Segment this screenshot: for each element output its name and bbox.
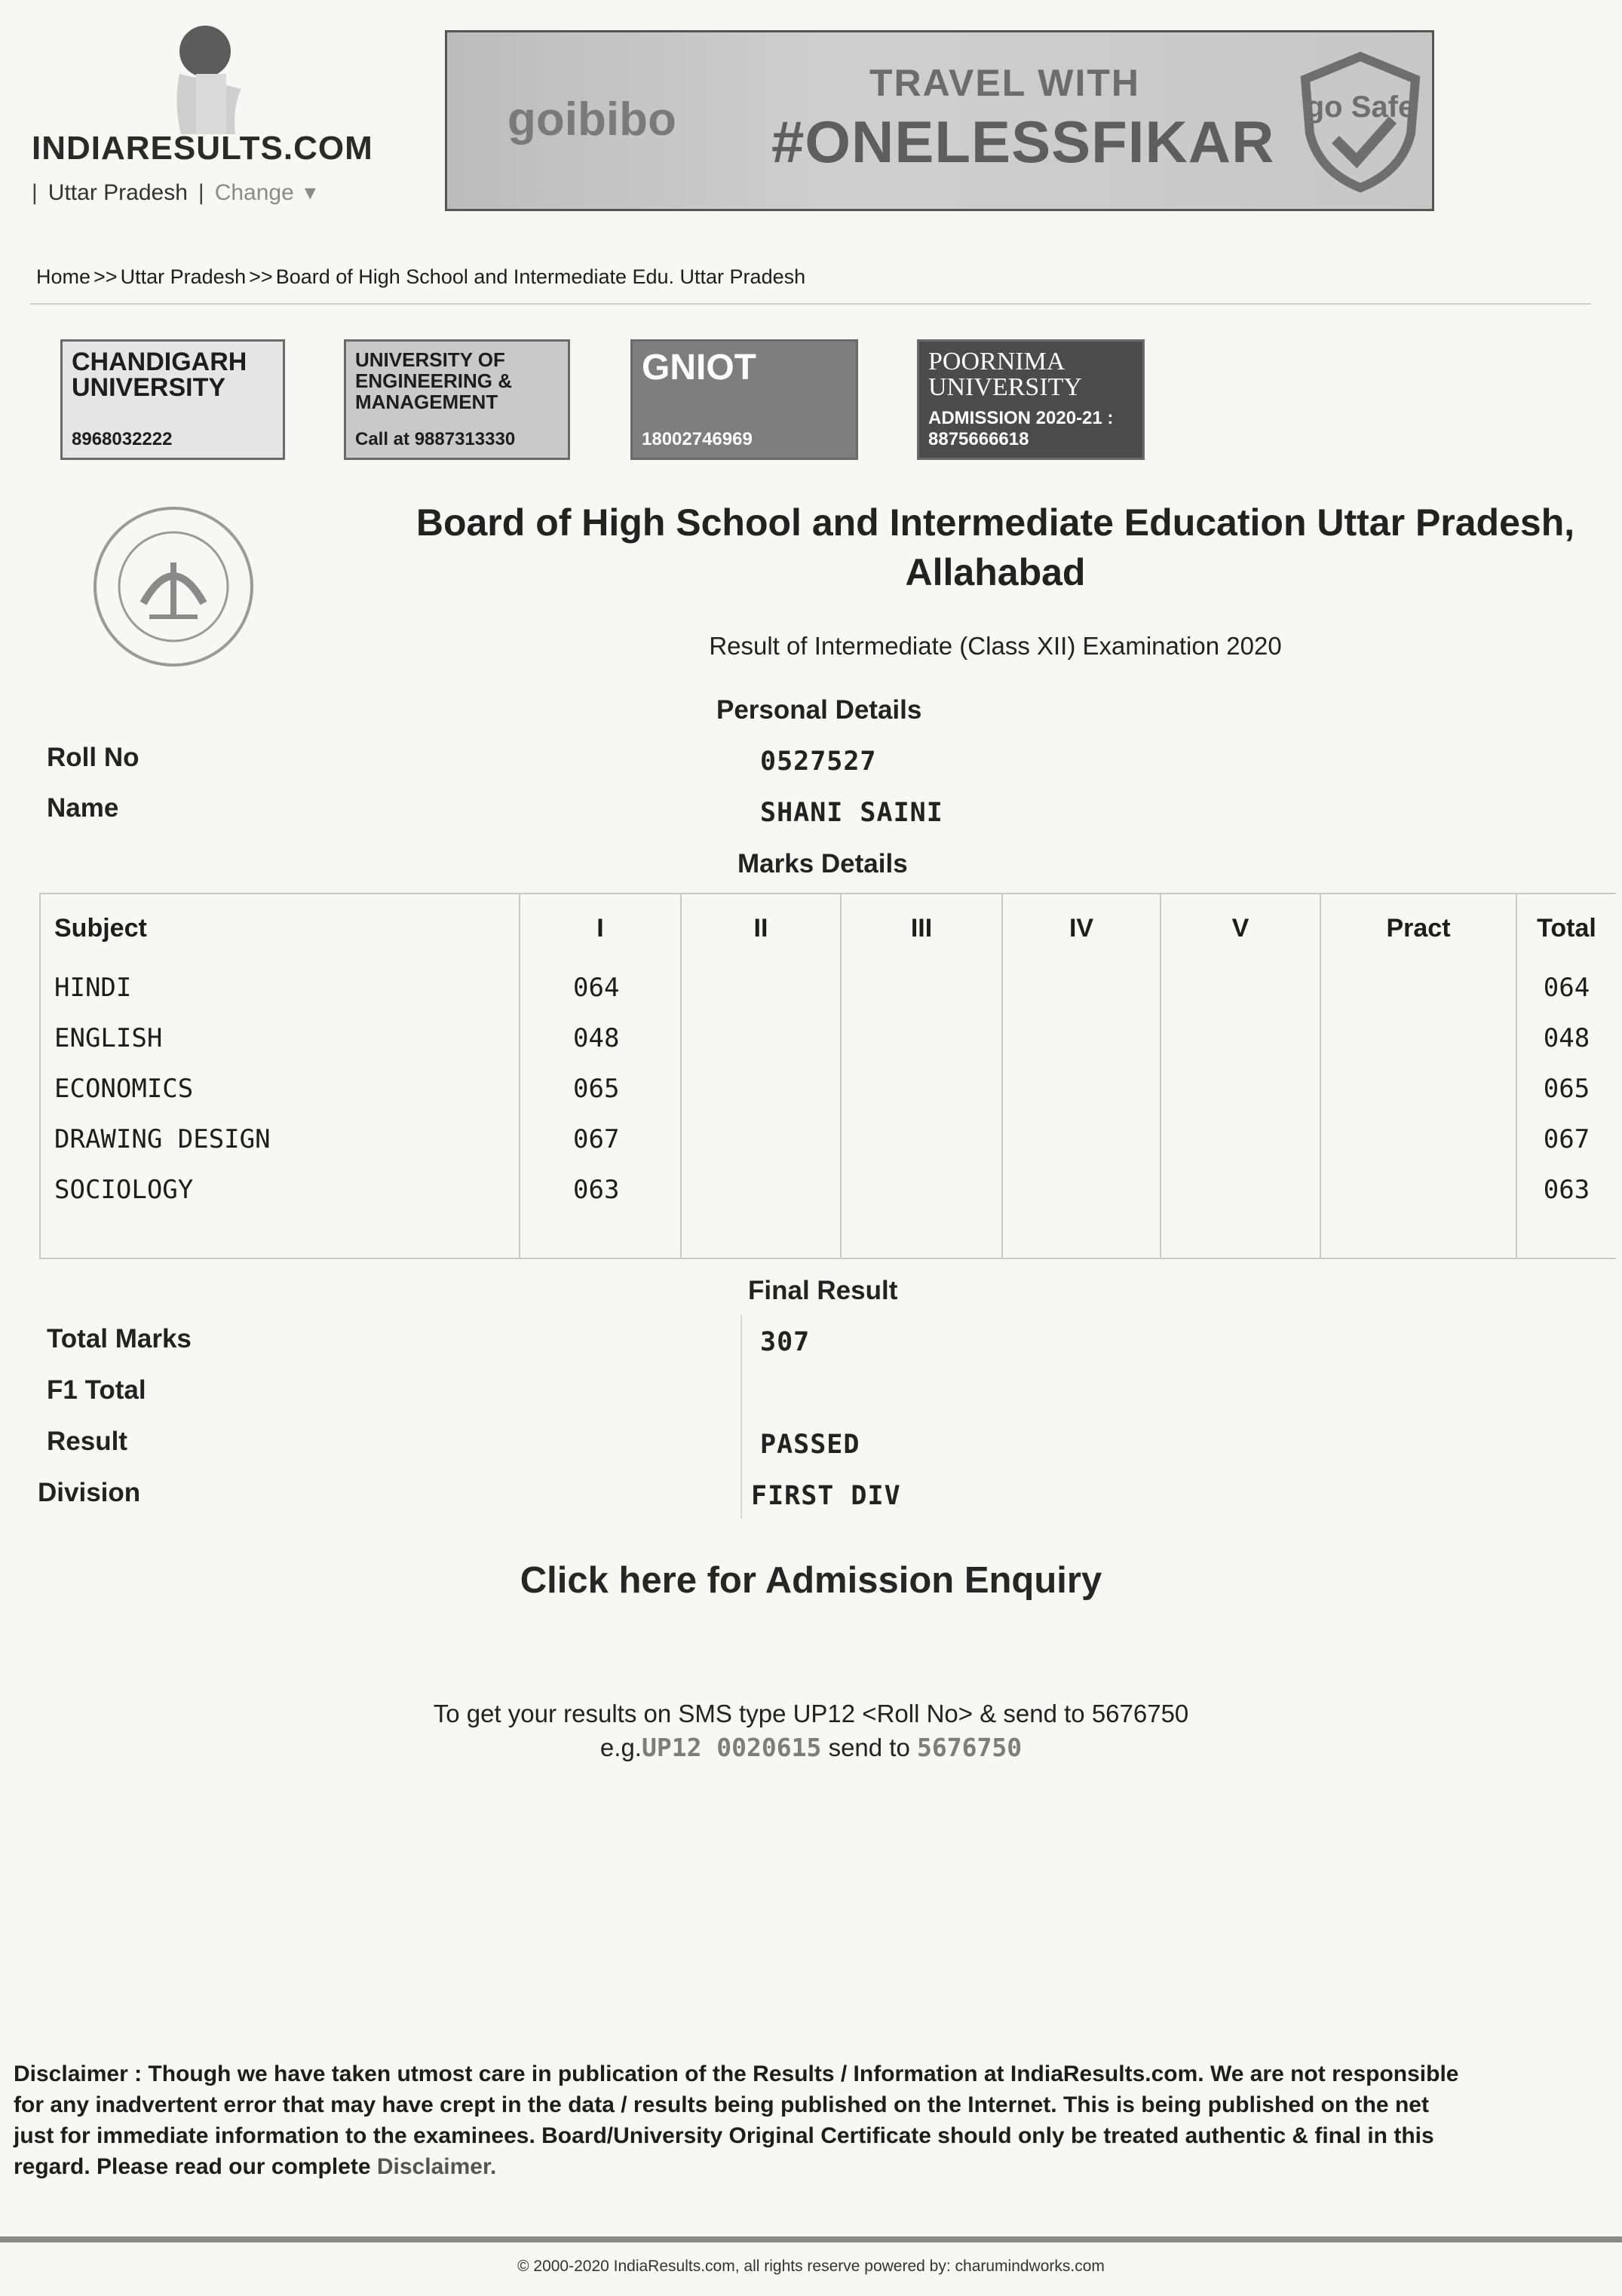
pract-cell — [1320, 1063, 1516, 1114]
subject-cell: HINDI — [40, 962, 520, 1013]
column-header-v: V — [1161, 894, 1320, 962]
mark-iii-cell — [841, 962, 1002, 1013]
mark-iv-cell — [1002, 1063, 1161, 1114]
column-header-pract: Pract — [1320, 894, 1516, 962]
mark-i-cell: 064 — [520, 962, 681, 1013]
name-value: SHANI SAINI — [760, 798, 943, 828]
table-row — [40, 1114, 1616, 1164]
breadcrumb — [36, 265, 805, 289]
total-cell: 063 — [1543, 1174, 1590, 1205]
admission-enquiry-link[interactable]: Click here for Admission Enquiry — [520, 1560, 1102, 1601]
total-cell: 065 — [1543, 1073, 1590, 1104]
disclaimer-text — [14, 2058, 1469, 2182]
mark-v-cell — [1161, 962, 1320, 1013]
mark-v-cell — [1161, 1164, 1320, 1215]
division-label: Division — [38, 1478, 141, 1507]
sponsor-name: CHANDIGARH UNIVERSITY — [72, 348, 247, 402]
sponsor-name: GNIOT — [642, 348, 756, 388]
mark-ii-cell — [681, 1063, 841, 1114]
sponsor-phone: Call at 9887313330 — [355, 429, 516, 449]
breadcrumb-home[interactable]: Home — [36, 265, 91, 288]
ad-banner[interactable] — [445, 30, 1434, 211]
caret-down-icon[interactable]: ▾ — [304, 180, 316, 205]
divider — [30, 303, 1591, 305]
mark-i-cell: 048 — [520, 1013, 681, 1063]
up-board-emblem-icon — [90, 504, 256, 670]
mark-iii-cell — [841, 1063, 1002, 1114]
column-header-iii: III — [841, 894, 1002, 962]
mark-ii-cell — [681, 962, 841, 1013]
board-title-line-2: Allahabad — [905, 551, 1086, 593]
sponsor-phone: ADMISSION 2020-21 : 8875666618 — [928, 408, 1114, 449]
ad-headline: TRAVEL WITH — [869, 62, 1141, 104]
column-header-ii: II — [681, 894, 841, 962]
breadcrumb-separator: >> — [249, 265, 273, 288]
table-row — [40, 1013, 1616, 1063]
sponsor-uem[interactable] — [344, 339, 570, 460]
mark-i-cell: 063 — [520, 1164, 681, 1215]
ad-brand: goibibo — [507, 93, 676, 146]
breadcrumb-state[interactable]: Uttar Pradesh — [120, 265, 247, 288]
result-label: Result — [47, 1427, 127, 1456]
mark-v-cell — [1161, 1063, 1320, 1114]
region-label: Uttar Pradesh — [48, 179, 188, 205]
table-row — [40, 1063, 1616, 1114]
disclaimer-link[interactable]: Disclaimer. — [376, 2154, 497, 2179]
subject-cell: ENGLISH — [40, 1013, 520, 1063]
divider: | — [198, 179, 204, 205]
final-result-heading: Final Result — [748, 1276, 898, 1305]
sponsor-name: POORNIMA UNIVERSITY — [928, 348, 1082, 401]
mark-ii-cell — [681, 1013, 841, 1063]
marks-header-row — [40, 894, 1616, 962]
table-spacer-row — [40, 1215, 1616, 1258]
roll-no-value: 0527527 — [760, 746, 877, 777]
breadcrumb-separator: >> — [94, 265, 118, 288]
site-logo-icon[interactable] — [166, 21, 249, 134]
board-title — [392, 498, 1599, 597]
marks-table — [39, 893, 1616, 1259]
region-selector — [32, 179, 316, 206]
mark-v-cell — [1161, 1013, 1320, 1063]
result-value: PASSED — [760, 1430, 860, 1460]
table-row — [40, 962, 1616, 1013]
personal-details-heading: Personal Details — [716, 695, 922, 725]
change-region-link[interactable]: Change — [214, 179, 294, 205]
pract-cell — [1320, 1114, 1516, 1164]
sms-example — [0, 1733, 1622, 1762]
pract-cell — [1320, 1013, 1516, 1063]
mark-i-cell: 065 — [520, 1063, 681, 1114]
mark-iii-cell — [841, 1114, 1002, 1164]
mark-iii-cell — [841, 1164, 1002, 1215]
mark-i-cell: 067 — [520, 1114, 681, 1164]
sponsor-chandigarh-university[interactable] — [60, 339, 285, 460]
column-header-i: I — [520, 894, 681, 962]
marks-details-heading: Marks Details — [737, 849, 908, 878]
roll-no-label: Roll No — [47, 743, 140, 772]
breadcrumb-board[interactable]: Board of High School and Intermediate Edu. Uttar Pradesh — [275, 265, 806, 288]
division-value: FIRST DIV — [751, 1481, 901, 1511]
column-header-subject: Subject — [40, 894, 520, 962]
mark-iv-cell — [1002, 1114, 1161, 1164]
mark-v-cell — [1161, 1114, 1320, 1164]
f1-total-label: F1 Total — [47, 1375, 146, 1405]
total-marks-label: Total Marks — [47, 1324, 192, 1353]
table-row — [40, 1164, 1616, 1215]
mark-iv-cell — [1002, 1164, 1161, 1215]
ad-hashtag: #ONELESSFIKAR — [771, 109, 1275, 175]
ad-badge-text: go Safe — [1305, 90, 1415, 124]
mark-iii-cell — [841, 1013, 1002, 1063]
sponsor-gniot[interactable] — [630, 339, 858, 460]
mark-ii-cell — [681, 1114, 841, 1164]
subject-cell: SOCIOLOGY — [40, 1164, 520, 1215]
sponsor-name: UNIVERSITY OF ENGINEERING & MANAGEMENT — [355, 348, 513, 413]
mark-iv-cell — [1002, 1013, 1161, 1063]
sms-example-prefix: e.g. — [599, 1733, 642, 1761]
column-header-iv: IV — [1002, 894, 1161, 962]
disclaimer-body: Disclaimer : Though we have taken utmost care in publication of the Results / Information at IndiaResults.com. We are not responsible for any inadvertent error that may have crept in the data / results being published on the Internet. This is being published on the net just for immediate information to the examinees. Board/University Original Certificate should only be treated authentic & final in this regard. Please read our complete — [14, 2061, 1459, 2179]
divider: | — [32, 179, 38, 205]
footer-copyright: © 2000-2020 IndiaResults.com, all rights reserve powered by: charumindworks.com — [517, 2258, 1105, 2275]
name-label: Name — [47, 793, 119, 823]
mark-ii-cell — [681, 1164, 841, 1215]
board-title-line-1: Board of High School and Intermediate Education Uttar Pradesh, — [415, 501, 1575, 544]
site-name[interactable]: INDIARESULTS.COM — [32, 130, 373, 167]
subject-cell: ECONOMICS — [40, 1063, 520, 1114]
sms-example-code: UP12 0020615 — [641, 1733, 822, 1762]
sms-example-number: 5676750 — [916, 1733, 1023, 1762]
go-safe-shield-icon — [1296, 51, 1424, 194]
sms-instruction: To get your results on SMS type UP12 <Roll No> & send to 5676750 — [433, 1700, 1189, 1727]
total-marks-value: 307 — [760, 1327, 811, 1357]
pract-cell — [1320, 962, 1516, 1013]
mark-iv-cell — [1002, 962, 1161, 1013]
sms-example-send-to: send to — [828, 1733, 910, 1761]
sponsor-phone: 18002746969 — [642, 429, 753, 449]
total-cell: 064 — [1543, 972, 1590, 1003]
total-cell: 048 — [1543, 1022, 1590, 1053]
footer-divider — [0, 2236, 1622, 2242]
subject-cell: DRAWING DESIGN — [40, 1114, 520, 1164]
pract-cell — [1320, 1164, 1516, 1215]
divider — [740, 1315, 742, 1519]
total-cell: 067 — [1543, 1123, 1590, 1154]
exam-title: Result of Intermediate (Class XII) Examination 2020 — [709, 632, 1282, 660]
column-header-total: Total — [1516, 894, 1616, 962]
sponsor-phone: 8968032222 — [72, 429, 173, 449]
sponsor-poornima-university[interactable] — [917, 339, 1145, 460]
